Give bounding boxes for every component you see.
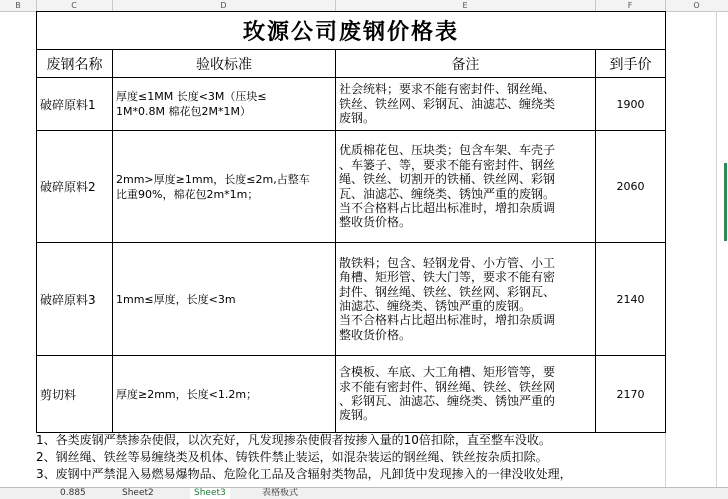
tab-format[interactable]: 表格板式 <box>262 488 299 498</box>
text-line: 整收货价格。 <box>339 327 412 342</box>
footer-note: 2、钢丝绳、铁丝等易缠绕类及机体、铸铁件禁止装运，如混杂装运的钢丝绳、铁丝按杂质扣除。 <box>36 450 548 464</box>
text-line: 封件、钢丝绳、铁丝、铁丝网、彩钢瓦、 <box>339 284 556 299</box>
header-note[interactable]: 备注 <box>336 50 596 78</box>
tab-sheet3[interactable]: Sheet3 <box>190 488 230 499</box>
text-line: 2mm>厚度≥1mm，长度≤2m,占整车 <box>116 172 310 186</box>
text-line: 厚度≥2mm，长度<1.2m； <box>116 387 258 401</box>
text-line: 、彩钢瓦、油滤芯、缠绕类、锈蚀严重的 <box>339 394 556 408</box>
cell-name[interactable]: 破碎原料1 <box>37 78 113 131</box>
header-price[interactable]: 到手价 <box>596 50 666 78</box>
text-line: 1M*0.8M 棉花包2M*1M） <box>116 105 251 118</box>
text-line: 、车篓子、等，要求不能有密封件、钢丝 <box>339 157 556 172</box>
sheet-tab-bar <box>0 487 728 499</box>
text-line: 绳、铁丝、切割开的铁桶、铁丝网、彩钢 <box>339 172 556 187</box>
column-header-c[interactable]: C <box>71 1 77 10</box>
footer-note: 3、废钢中严禁混入易燃易爆物品、危险化工品及含辐射类物品，凡卸货中发现掺入的一律没收处理， <box>36 467 572 481</box>
text-line: 整收货价格。 <box>339 215 412 230</box>
table-row <box>37 356 666 433</box>
text-line: 散铁料；包含、轻钢龙骨、小方管、小工 <box>339 255 556 270</box>
cell-price[interactable]: 2170 <box>596 356 666 433</box>
cell-standard[interactable] <box>113 78 336 131</box>
column-header-b[interactable]: B <box>15 1 21 10</box>
footer-note: 1、各类废钢严禁掺杂使假，以次充好，凡发现掺杂使假者按掺入量的10倍扣除，直至整车没收。 <box>36 433 551 447</box>
cell-standard[interactable] <box>113 356 336 433</box>
column-header-e[interactable]: E <box>462 1 468 10</box>
text-line: 厚度≤1MM 长度<3M（压块≤ <box>116 90 267 103</box>
text-line: 当不合格料占比超出标准时，增扣杂质调 <box>339 200 556 215</box>
text-line: 油滤芯、缠绕类、锈蚀严重的废钢。 <box>339 299 532 313</box>
header-name[interactable]: 废钢名称 <box>37 50 113 78</box>
column-header-d[interactable]: D <box>220 1 227 10</box>
footer-notes[interactable] <box>36 432 716 488</box>
scrollbar-indicator[interactable] <box>724 163 727 241</box>
text-line: 铁丝、铁丝网、彩钢瓦、油滤芯、缠绕类 <box>339 96 556 111</box>
table-row <box>37 78 666 131</box>
text-line: 1mm≤厚度，长度<3m <box>116 292 236 306</box>
cell-note[interactable] <box>336 356 596 433</box>
text-line: 废钢。 <box>339 408 376 423</box>
text-line: 社会统料；要求不能有密封件、钢丝绳、 <box>339 82 556 97</box>
cell-note[interactable] <box>336 243 596 356</box>
cell-price[interactable]: 2060 <box>596 131 666 243</box>
text-line: 角槽、矩形管、铁大门等，要求不能有密 <box>339 270 556 285</box>
tab-sheet2[interactable]: Sheet2 <box>122 488 154 498</box>
text-line: 比重90%，棉花包2m*1m； <box>116 187 259 201</box>
page-title[interactable]: 玫源公司废钢价格表 <box>37 12 666 50</box>
cell-name[interactable]: 破碎原料2 <box>37 131 113 243</box>
zoom-readout[interactable]: 0.885 <box>60 488 86 498</box>
header-standard[interactable]: 验收标准 <box>113 50 336 78</box>
cell-price[interactable]: 2140 <box>596 243 666 356</box>
text-line: 当不合格料占比超出标准时，增扣杂质调 <box>339 313 556 328</box>
cell-name[interactable]: 破碎原料3 <box>37 243 113 356</box>
cell-note[interactable] <box>336 131 596 243</box>
price-table <box>36 11 666 433</box>
text-line: 求不能有密封件、钢丝绳、铁丝、铁丝网 <box>339 379 556 394</box>
cell-note[interactable] <box>336 78 596 131</box>
table-row <box>37 243 666 356</box>
table-row <box>37 131 666 243</box>
text-line: 含模板、车底、大工角槽、矩形管等，要 <box>339 365 556 380</box>
cell-standard[interactable] <box>113 243 336 356</box>
column-header-f[interactable]: F <box>627 1 633 10</box>
cell-standard[interactable] <box>113 131 336 243</box>
text-line: 废钢。 <box>339 111 376 126</box>
cell-price[interactable]: 1900 <box>596 78 666 131</box>
column-header-o[interactable]: O <box>693 1 700 10</box>
cell-name[interactable]: 剪切料 <box>37 356 113 433</box>
text-line: 瓦、油滤芯、缠绕类、锈蚀严重的废钢。 <box>339 186 556 201</box>
gridline <box>716 11 717 487</box>
text-line: 优质棉花包、压块类；包含车架、车壳子 <box>339 143 556 158</box>
